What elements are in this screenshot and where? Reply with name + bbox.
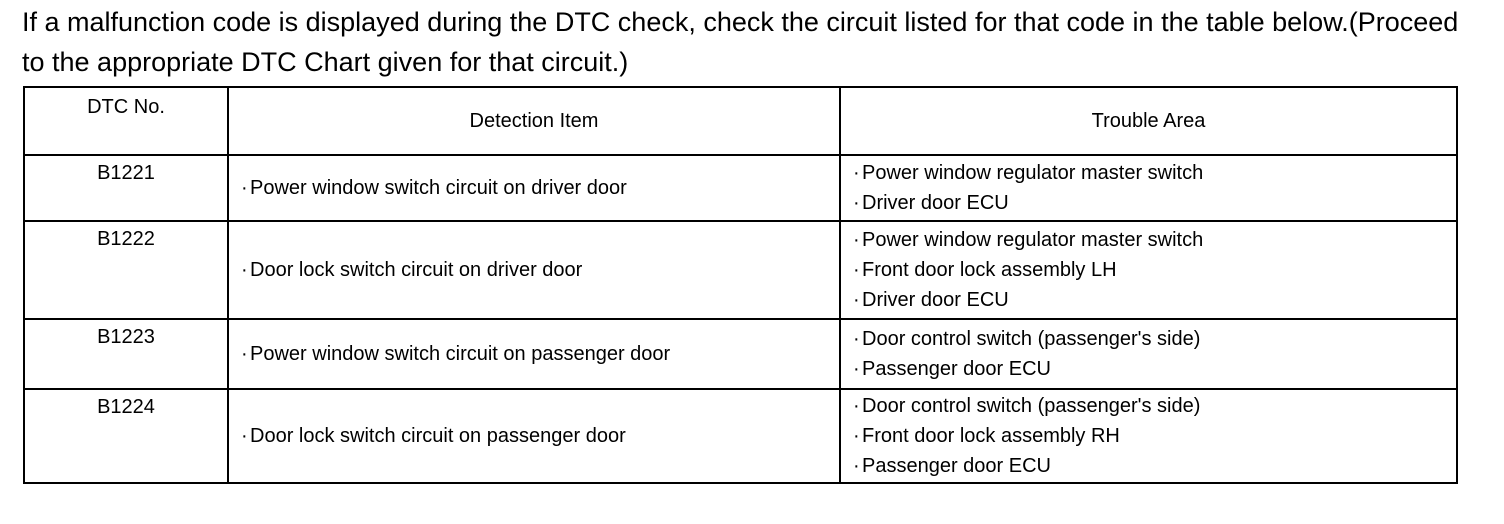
bullet: · — [853, 229, 860, 251]
trouble-area-item — [853, 354, 1456, 384]
header-trouble-area: Trouble Area — [840, 87, 1457, 155]
trouble-area-list — [840, 389, 1457, 483]
trouble-area-item — [853, 285, 1456, 315]
trouble-area-item — [853, 225, 1456, 255]
trouble-area-item — [853, 324, 1456, 354]
detection-item-text: Power window switch circuit on passenger door — [250, 342, 671, 365]
intro-text: If a malfunction code is displayed during the DTC check, check the circuit listed for that code in the table below.(Proceed to the appropriate DTC Chart given for that circuit.) — [22, 7, 1459, 77]
trouble-area-list — [840, 221, 1457, 319]
trouble-area-item — [853, 451, 1456, 481]
dtc-code: B1222 — [24, 221, 228, 319]
trouble-area-item — [853, 188, 1456, 218]
detection-item-text: Door lock switch circuit on passenger door — [250, 424, 626, 447]
table-header-row — [24, 87, 1457, 155]
header-detection-item: Detection Item — [228, 87, 840, 155]
trouble-area-list — [840, 155, 1457, 221]
bullet: · — [241, 342, 248, 365]
trouble-area-text: Front door lock assembly LH — [862, 259, 1117, 281]
bullet: · — [853, 162, 860, 184]
trouble-area-item — [853, 391, 1456, 421]
bullet: · — [853, 289, 860, 311]
trouble-area-text: Door control switch (passenger's side) — [862, 395, 1201, 417]
trouble-area-text: Power window regulator master switch — [862, 229, 1204, 251]
table-row — [24, 221, 1457, 319]
trouble-area-text: Passenger door ECU — [862, 455, 1051, 477]
bullet: · — [241, 176, 248, 199]
detection-item — [228, 221, 840, 319]
trouble-area-text: Passenger door ECU — [862, 358, 1051, 380]
bullet: · — [853, 328, 860, 350]
table-row — [24, 155, 1457, 221]
bullet: · — [853, 259, 860, 281]
bullet: · — [853, 192, 860, 214]
trouble-area-text: Front door lock assembly RH — [862, 425, 1120, 447]
bullet: · — [241, 424, 248, 447]
bullet: · — [853, 358, 860, 380]
bullet: · — [853, 455, 860, 477]
detection-item-text: Power window switch circuit on driver door — [250, 176, 627, 199]
bullet: · — [853, 395, 860, 417]
trouble-area-text: Driver door ECU — [862, 289, 1009, 311]
table-row — [24, 319, 1457, 389]
detection-item — [228, 155, 840, 221]
trouble-area-list — [840, 319, 1457, 389]
detection-item — [228, 319, 840, 389]
trouble-area-text: Power window regulator master switch — [862, 162, 1204, 184]
detection-item-text: Door lock switch circuit on driver door — [250, 258, 583, 281]
bullet: · — [853, 425, 860, 447]
trouble-area-item — [853, 421, 1456, 451]
trouble-area-text: Door control switch (passenger's side) — [862, 328, 1201, 350]
bullet: · — [241, 258, 248, 281]
dtc-code: B1223 — [24, 319, 228, 389]
detection-item — [228, 389, 840, 483]
trouble-area-text: Driver door ECU — [862, 192, 1009, 214]
header-dtc-no: DTC No. — [24, 87, 228, 155]
dtc-table — [23, 86, 1458, 484]
dtc-code: B1221 — [24, 155, 228, 221]
trouble-area-item — [853, 158, 1456, 188]
trouble-area-item — [853, 255, 1456, 285]
dtc-code: B1224 — [24, 389, 228, 483]
table-row — [24, 389, 1457, 483]
